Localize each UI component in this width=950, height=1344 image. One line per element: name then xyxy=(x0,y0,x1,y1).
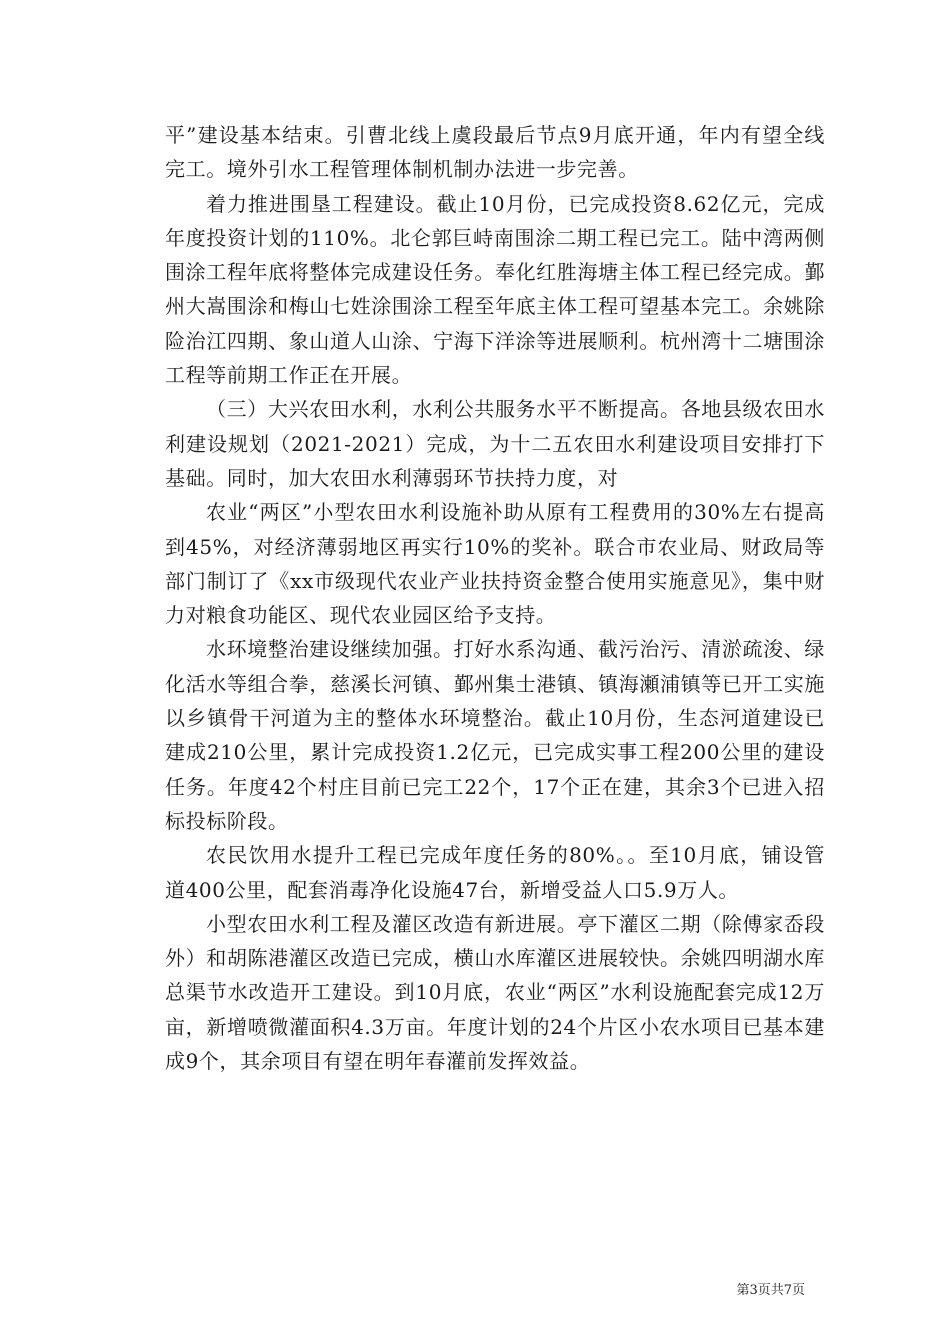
document-body xyxy=(165,118,825,1078)
paragraph-4: 农业“两区”小型农田水利设施补助从原有工程费用的30%左右提高到45%，对经济薄弱地区再实行10%的奖补。联合市农业局、财政局等部门制订了《xx市级现代农业产业扶持资金整合使用实施意见》，集中财力对粮食功能区、现代农业园区给予支持。 xyxy=(165,500,825,628)
paragraph-2: 着力推进围垦工程建设。截止10月份，已完成投资8.62亿元，完成年度投资计划的110%。北仑郭巨峙南围涂二期工程已完工。陆中湾两侧围涂工程年底将整体完成建设任务。奉化红胜海塘主体工程已经完成。鄞州大嵩围涂和梅山七姓涂围涂工程至年底主体工程可望基本完工。余姚除险治江四期、象山道人山涂、宁海下洋涂等进展顺利。杭州湾十二塘围涂工程等前期工作正在开展。 xyxy=(165,191,825,388)
paragraph-5: 水环境整治建设继续加强。打好水系沟通、截污治污、清淤疏浚、绿化活水等组合拳，慈溪长河镇、鄞州集士港镇、镇海瀬浦镇等已开工实施以乡镇骨干河道为主的整体水环境整治。截止10月份，生态河道建设已建成210公里，累计完成投资1.2亿元，已完成实事工程200公里的建设任务。年度42个村庄目前已完工22个，17个正在建，其余3个已进入招标投标阶段。 xyxy=(165,637,825,833)
paragraph-7: 小型农田水利工程及灌区改造有新进展。亭下灌区二期（除傅家岙段外）和胡陈港灌区改造已完成，横山水库灌区进展较快。余姚四明湖水库总渠节水改造开工建设。到10月底，农业“两区”水利设施配套完成12万亩，新增喷微灌面积4.3万亩。年度计划的24个片区小农水项目已基本建成9个，其余项目有望在明年春灌前发挥效益。 xyxy=(165,911,825,1074)
page-number: 第3页共7页 xyxy=(736,1283,805,1298)
paragraph-3: （三）大兴农田水利，水利公共服务水平不断提高。各地县级农田水利建设规划（2021-2021）完成，为十二五农田水利建设项目安排打下基础。同时，加大农田水利薄弱环节扶持力度，对 xyxy=(165,397,825,490)
paragraph-1: 平”建设基本结束。引曹北线上虞段最后节点9月底开通，年内有望全线完工。境外引水工程管理体制机制办法进一步完善。 xyxy=(165,123,825,182)
paragraph-6: 农民饮用水提升工程已完成年度任务的80%。。至10月底，铺设管道400公里，配套消毒净化设施47台，新增受益人口5.9万人。 xyxy=(165,843,825,902)
